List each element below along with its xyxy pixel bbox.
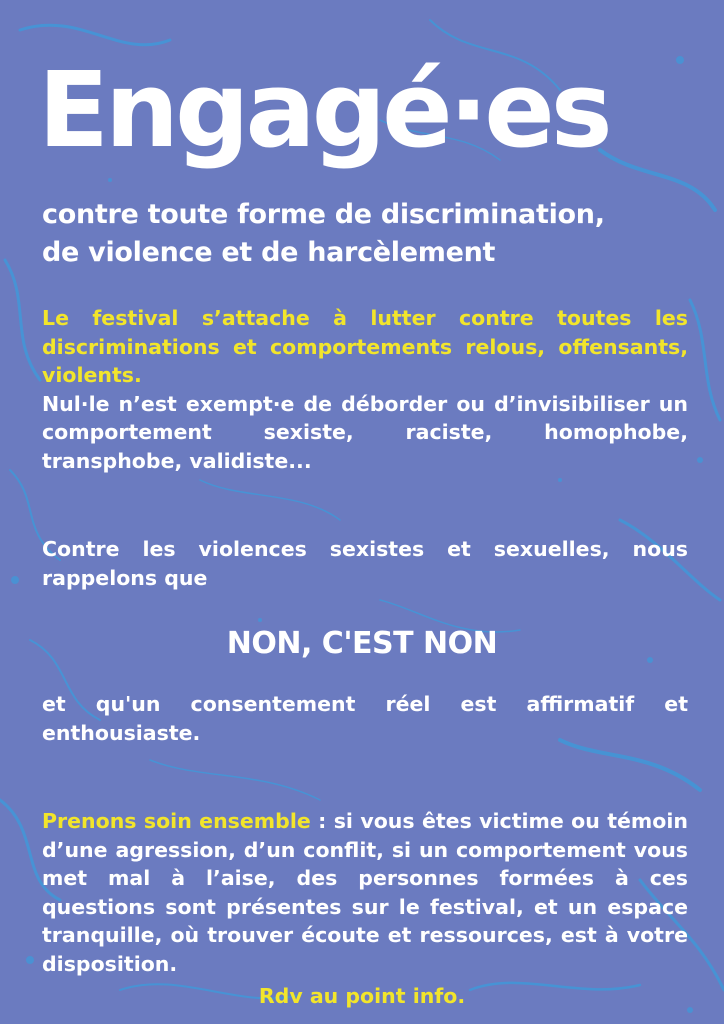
subtitle-line-1: contre toute forme de discrimination, [42, 199, 605, 230]
care-body: : si vous êtes victime ou témoin d’une agression, d’un conflit, si un comportement vous met mal à l’aise, des personnes formées à ces questions sont présentes sur le festival, et un espace tranquille, où trouver écoute et ressources, est à votre disposition. [42, 809, 688, 976]
care-highlight: Prenons soin ensemble [42, 809, 311, 833]
poster-title: Engagé·es [38, 49, 609, 171]
info-point-note: Rdv au point info. [258, 984, 466, 1008]
consent-paragraph: et qu'un consentement réel est affirmatif et enthousiaste. [42, 692, 688, 745]
commitment-highlight: Le festival s’attache à lutter contre toutes les discriminations et comportements relous, offensants, violents. [42, 306, 688, 387]
poster-subtitle [42, 196, 702, 272]
festival-commitment-paragraph [42, 304, 688, 475]
subtitle-line-2: de violence et de harcèlement [42, 237, 496, 268]
commitment-body: Nul·le n’est exempt·e de déborder ou d’invisibiliser un comportement sexiste, raciste, homophobe, transphobe, validiste... [42, 391, 688, 473]
non-cest-non-heading: NON, C'EST NON [226, 626, 498, 661]
care-paragraph [42, 807, 688, 978]
violence-paragraph: Contre les violences sexistes et sexuelles, nous rappelons que [42, 537, 688, 590]
